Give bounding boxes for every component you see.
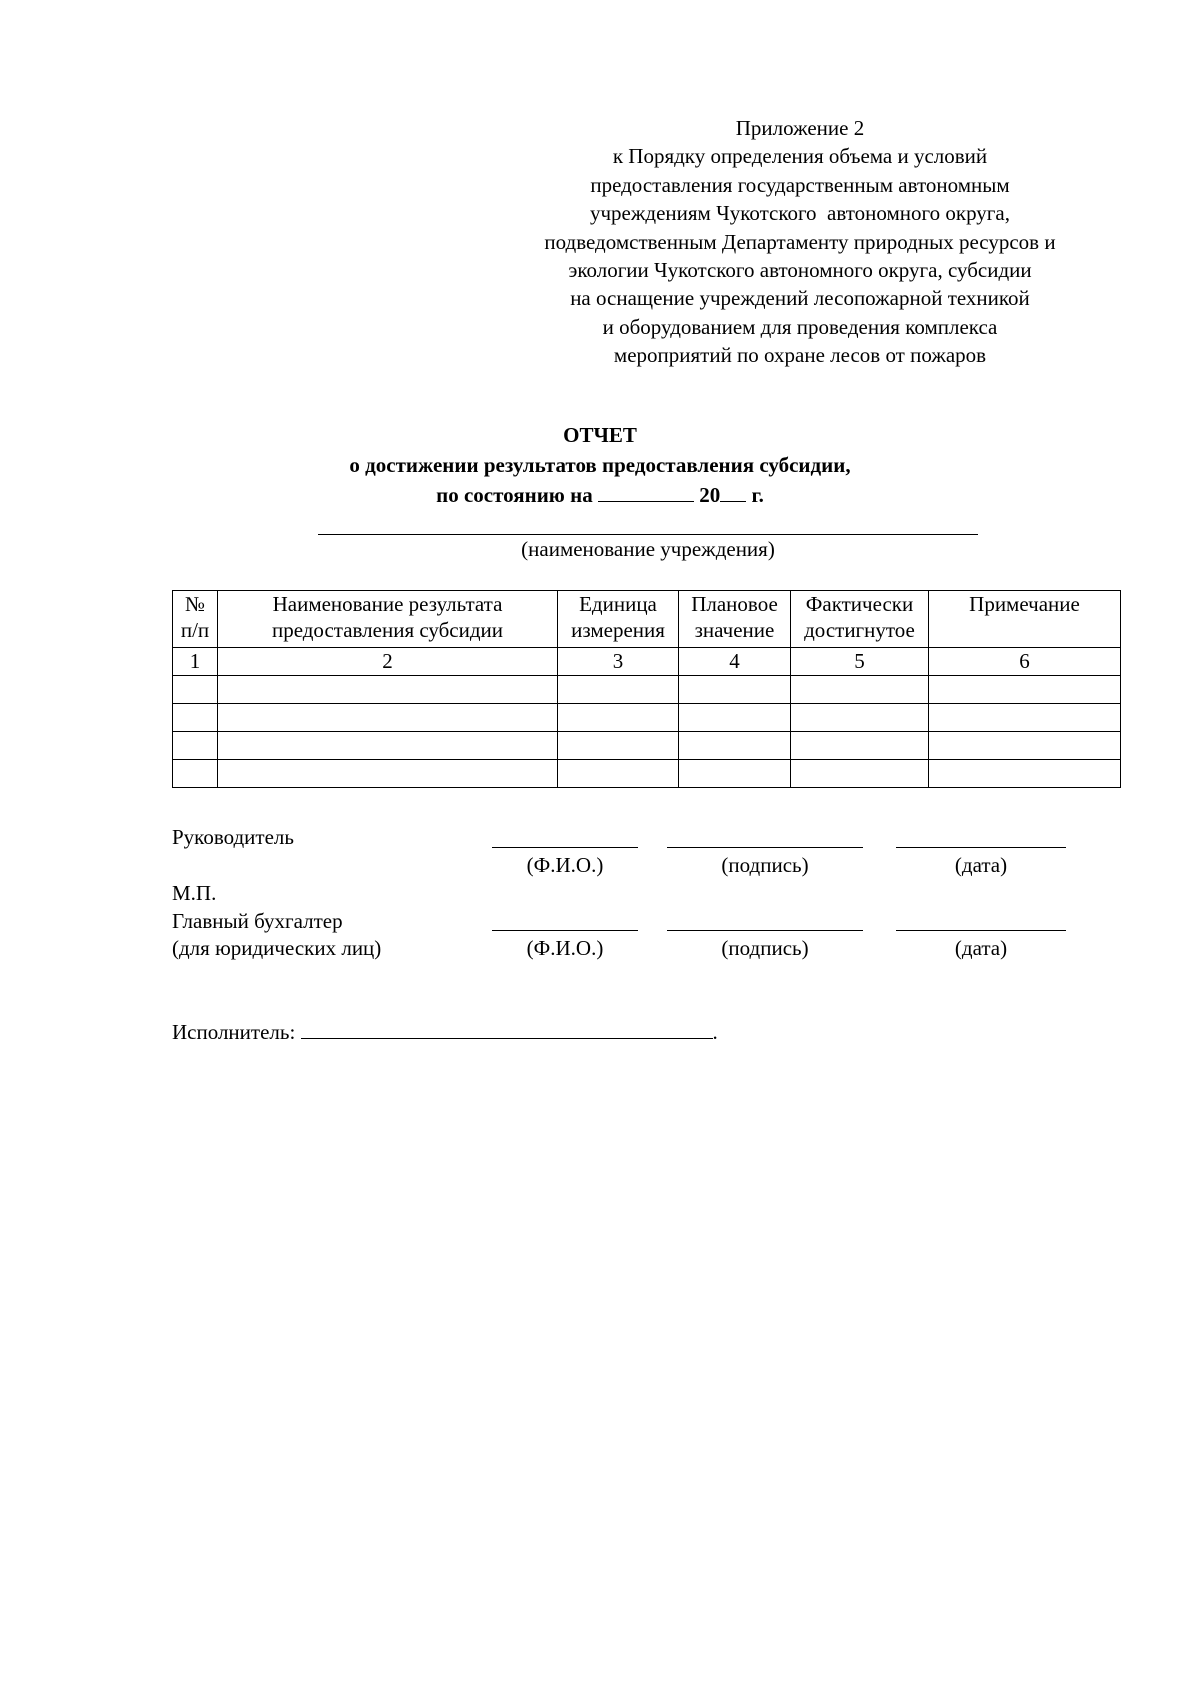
table-cell[interactable] (679, 676, 791, 704)
head-fio-line[interactable] (492, 847, 638, 848)
table-cell[interactable] (173, 704, 218, 732)
header-result-name: Наименование результата предоставления субсидии (218, 591, 558, 648)
report-title-block (200, 420, 1000, 510)
column-number: 3 (558, 648, 679, 676)
appendix-line: и оборудованием для проведения комплекса (602, 314, 998, 339)
organization-name-line[interactable] (318, 534, 978, 535)
date-suffix: г. (751, 483, 764, 507)
accountant-fio-line[interactable] (492, 930, 638, 931)
head-date-caption: (дата) (954, 853, 1008, 877)
head-signature-caption: (подпись) (721, 853, 809, 877)
appendix-line: предоставления государственным автономным (590, 172, 1010, 197)
accountant-fio-caption: (Ф.И.О.) (526, 936, 604, 960)
date-year: 20 (699, 483, 721, 507)
head-label: Руководитель (172, 825, 294, 849)
accountant-signature-caption: (подпись) (721, 936, 809, 960)
date-day-month-blank[interactable] (598, 483, 694, 502)
executor-label: Исполнитель: (172, 1020, 296, 1044)
results-table (172, 590, 1121, 788)
table-cell[interactable] (791, 732, 929, 760)
appendix-line: мероприятий по охране лесов от пожаров (613, 343, 987, 368)
table-cell[interactable] (929, 704, 1121, 732)
executor-terminator: . (712, 1020, 718, 1044)
header-note: Примечание (929, 591, 1121, 648)
table-cell[interactable] (679, 760, 791, 788)
table-row (173, 676, 1121, 704)
header-actual-value: Фактически достигнутое (791, 591, 929, 648)
table-cell[interactable] (558, 732, 679, 760)
table-cell[interactable] (791, 760, 929, 788)
accountant-label: Главный бухгалтер (172, 909, 343, 933)
header-number: № п/п (173, 591, 218, 648)
table-cell[interactable] (929, 676, 1121, 704)
report-heading: ОТЧЕТ (563, 423, 637, 447)
table-cell[interactable] (679, 704, 791, 732)
appendix-line: учреждениям Чукотского автономного округа, (590, 201, 1010, 226)
head-fio-caption: (Ф.И.О.) (526, 853, 604, 877)
head-signature-line[interactable] (667, 847, 863, 848)
table-cell[interactable] (218, 676, 558, 704)
header-planned-value: Плановое значение (679, 591, 791, 648)
column-number: 6 (929, 648, 1121, 676)
column-number-row (173, 648, 1121, 676)
accountant-date-line[interactable] (896, 930, 1066, 931)
table-cell[interactable] (218, 704, 558, 732)
column-number: 1 (173, 648, 218, 676)
table-row (173, 732, 1121, 760)
appendix-line: подведомственным Департаменту природных ресурсов и (544, 229, 1056, 254)
date-prefix: по состоянию на (436, 483, 593, 507)
table-cell[interactable] (929, 732, 1121, 760)
table-header-row (173, 591, 1121, 648)
report-subtitle: о достижении результатов предоставления субсидии, (349, 453, 851, 477)
table-cell[interactable] (929, 760, 1121, 788)
column-number: 2 (218, 648, 558, 676)
date-year-blank[interactable] (720, 483, 746, 502)
table-cell[interactable] (173, 676, 218, 704)
header-unit: Единица измерения (558, 591, 679, 648)
stamp-label: М.П. (172, 881, 217, 905)
table-row (173, 704, 1121, 732)
table-cell[interactable] (173, 760, 218, 788)
column-number: 5 (791, 648, 929, 676)
accountant-signature-line[interactable] (667, 930, 863, 931)
accountant-date-caption: (дата) (954, 936, 1008, 960)
head-date-line[interactable] (896, 847, 1066, 848)
executor-line-block (172, 1018, 718, 1045)
column-number: 4 (679, 648, 791, 676)
table-cell[interactable] (173, 732, 218, 760)
table-cell[interactable] (218, 760, 558, 788)
table-cell[interactable] (558, 676, 679, 704)
appendix-line: к Порядку определения объема и условий (612, 144, 988, 169)
accountant-note: (для юридических лиц) (172, 936, 382, 960)
report-date-line (200, 480, 1000, 510)
executor-name-line[interactable] (301, 1018, 713, 1039)
appendix-line: экологии Чукотского автономного округа, субсидии (568, 258, 1032, 283)
table-cell[interactable] (218, 732, 558, 760)
appendix-line: Приложение 2 (735, 116, 865, 140)
table-cell[interactable] (791, 704, 929, 732)
table-row (173, 760, 1121, 788)
table-cell[interactable] (679, 732, 791, 760)
appendix-header (500, 114, 1100, 370)
table-cell[interactable] (558, 760, 679, 788)
table-cell[interactable] (791, 676, 929, 704)
appendix-line: на оснащение учреждений лесопожарной техникой (570, 286, 1030, 311)
table-cell[interactable] (558, 704, 679, 732)
organization-caption: (наименование учреждения) (521, 537, 775, 561)
